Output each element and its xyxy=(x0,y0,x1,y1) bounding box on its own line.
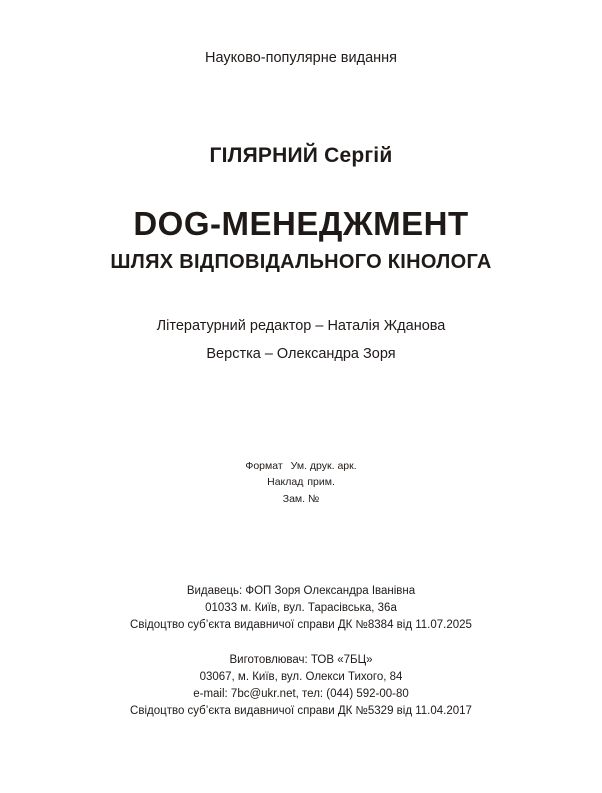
printer-address: 03067, м. Київ, вул. Олекси Тихого, 84 xyxy=(199,671,403,683)
order-number-line: Зам. № xyxy=(282,493,320,505)
print-run-line xyxy=(0,476,602,488)
printed-sheets-label: Ум. друк. арк. xyxy=(290,460,357,472)
book-title: DOG-МЕНЕДЖМЕНТ xyxy=(133,205,469,242)
print-run-label: Наклад xyxy=(267,476,304,488)
publisher-address: 01033 м. Київ, вул. Тарасівська, 36а xyxy=(205,602,397,614)
author-name: ГІЛЯРНИЙ Сергій xyxy=(209,144,393,167)
book-subtitle: ШЛЯХ ВІДПОВІДАЛЬНОГО КІНОЛОГА xyxy=(110,251,492,273)
format-label: Формат xyxy=(245,460,283,472)
printer-certificate: Свідоцтво суб’єкта видавничої справи ДК №5329 від 11.04.2017 xyxy=(130,705,472,717)
format-line xyxy=(0,460,602,472)
series-label: Науково-популярне видання xyxy=(205,50,397,66)
layout-credit: Верстка – Олександра Зоря xyxy=(206,346,396,362)
literary-editor-credit: Літературний редактор – Наталія Жданова xyxy=(156,318,446,334)
publisher-name: Видавець: ФОП Зоря Олександра Іванівна xyxy=(186,585,416,597)
publisher-certificate: Свідоцтво суб’єкта видавничої справи ДК №8384 від 11.07.2025 xyxy=(130,619,472,631)
printer-contacts: e-mail: 7bc@ukr.net, тел: (044) 592-00-80 xyxy=(193,688,409,700)
print-run-unit: прим. xyxy=(307,476,335,488)
printer-name: Виготовлювач: ТОВ «7БЦ» xyxy=(229,654,373,666)
